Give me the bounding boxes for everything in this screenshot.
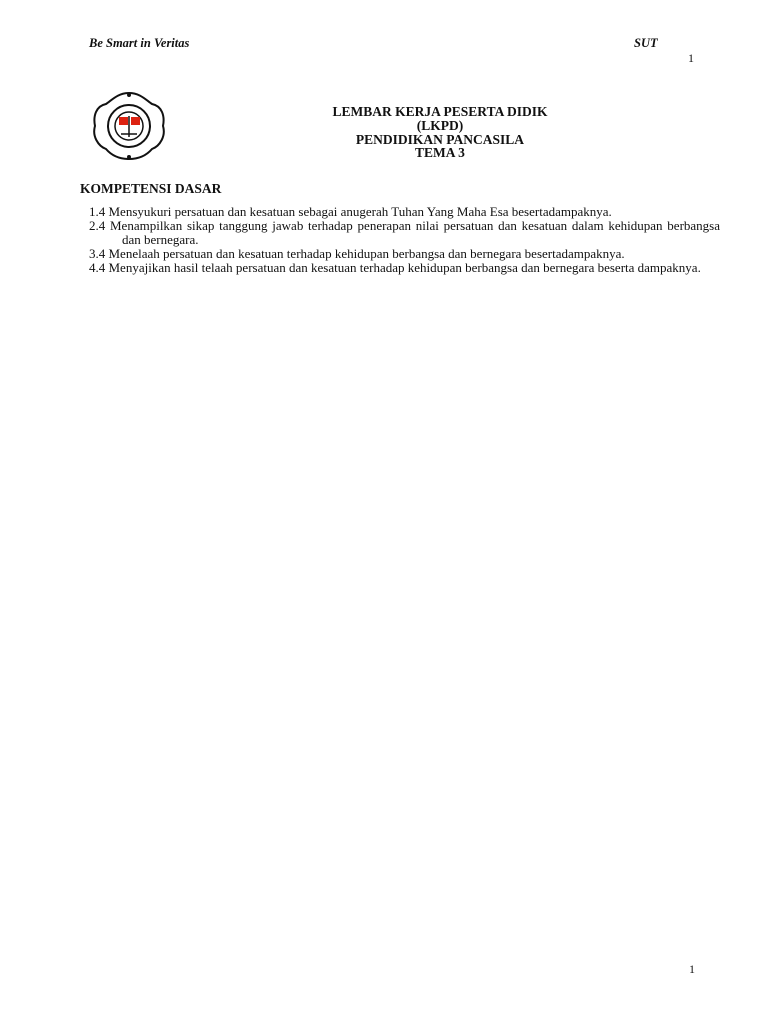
competency-list (89, 205, 720, 275)
list-item (89, 247, 720, 261)
title-line: TEMA 3 (415, 145, 465, 161)
document-title (260, 105, 620, 160)
title-line: PENDIDIKAN PANCASILA (355, 131, 525, 147)
item-text: 3.4 Menelaah persatuan dan kesatuan terhadap kehidupan berbangsa dan bernegara besertadampaknya. (89, 246, 625, 261)
list-item (89, 261, 720, 275)
title-line: (LKPD) (416, 117, 464, 133)
list-item (89, 219, 720, 247)
item-text: 4.4 Menyajikan hasil telaah persatuan dan kesatuan terhadap kehidupan berbangsa dan bernegara beserta dampaknya. (89, 260, 701, 275)
item-text: 1.4 Mensyukuri persatuan dan kesatuan sebagai anugerah Tuhan Yang Maha Esa besertadampaknya. (89, 204, 612, 219)
footer-page-number: 1 (689, 962, 695, 976)
header-motto: Be Smart in Veritas (89, 36, 190, 50)
list-item (89, 205, 720, 219)
section-heading: KOMPETENSI DASAR (80, 181, 222, 196)
header-page-number: 1 (688, 51, 694, 65)
item-text: 2.4 Menampilkan sikap tanggung jawab terhadap penerapan nilai persatuan dan kesatuan dalam kehidupan berbangsa dan bernegara. (89, 218, 720, 247)
header-author: SUT (634, 36, 658, 50)
title-line: LEMBAR KERJA PESERTA DIDIK (332, 104, 548, 119)
school-logo (90, 90, 168, 162)
